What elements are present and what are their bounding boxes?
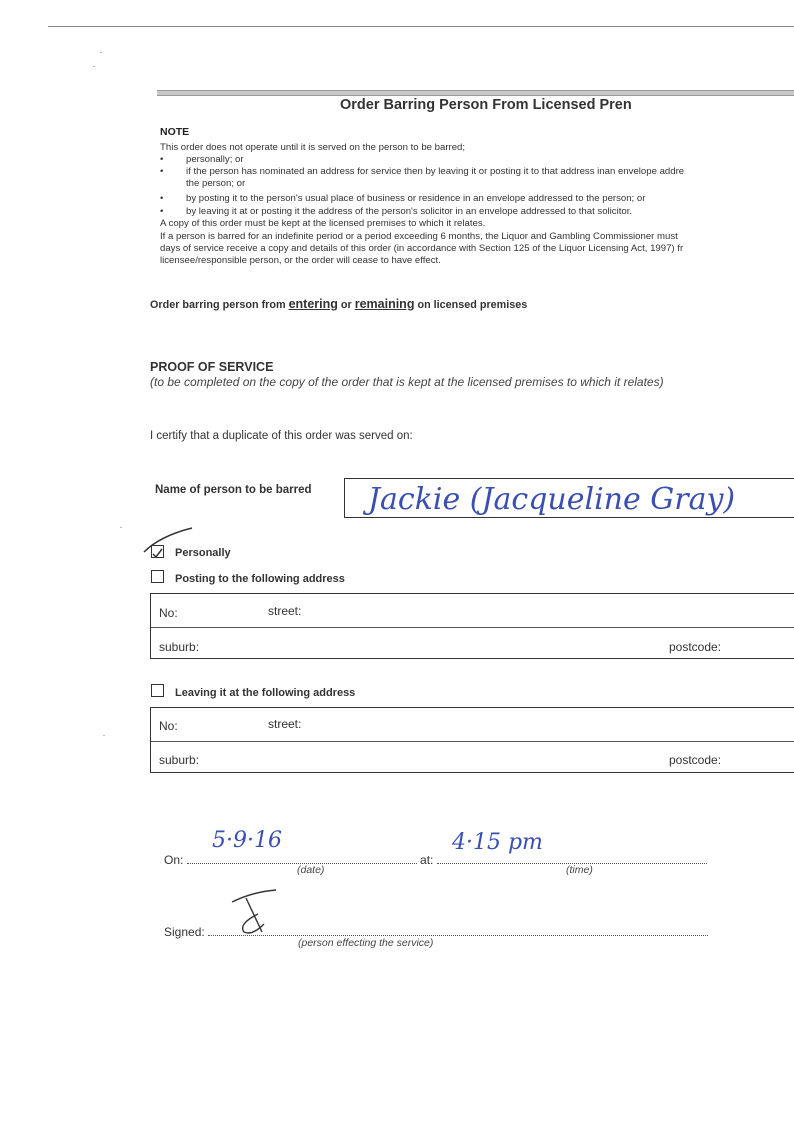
scan-speck [103,735,105,736]
street-label: street: [268,717,302,731]
or-word: or [340,299,352,311]
postcode-label: postcode: [669,640,722,654]
bullet-dot: • [160,206,164,217]
date-caption: (date) [297,864,325,876]
bullet-dot: • [160,193,164,204]
top-border-line [48,26,794,27]
posting-address-box [150,593,794,659]
suburb-label: suburb: [159,753,200,767]
date-value: 5·9·16 [212,828,282,853]
note-bullet: by posting it to the person's usual place of business or residence in an envelope addressed to the person; or [186,193,646,204]
personally-checkbox[interactable] [151,545,164,558]
time-value: 4·15 pm [452,830,543,855]
at-label: at: [420,853,434,867]
note-bullet: by leaving it at or posting it the address of the person's solicitor in an envelope addressed to that solicitor. [186,206,633,217]
note-line: days of service receive a copy and details of this order (in accordance with Section 125 of the Liquor Licensing Act, 1997) fr [160,243,684,254]
on-label: On: [164,853,184,867]
barred-name-value: Jackie (Jacqueline Gray) [368,482,736,517]
note-bullet: personally; or [186,154,244,165]
entering-word: entering [288,297,338,311]
order-prefix: Order barring person from [150,299,286,311]
posting-checkbox[interactable] [151,570,164,583]
bullet-dot: • [160,166,164,177]
street-label: street: [268,604,302,618]
time-caption: (time) [566,864,593,876]
posting-label: Posting to the following address [175,573,345,585]
note-bullet: if the person has nominated an address for service then by leaving it or posting it to that address inan envelope addre [186,166,685,177]
scan-speck [100,52,102,53]
note-intro: This order does not operate until it is served on the person to be barred; [160,142,466,153]
remaining-word: remaining [354,297,415,311]
signed-label: Signed: [164,925,205,939]
no-label: No: [159,606,178,620]
postcode-label: postcode: [669,753,722,767]
scan-speck [120,527,122,528]
note-heading: NOTE [160,126,190,138]
leaving-checkbox[interactable] [151,684,164,697]
row-divider [151,741,794,742]
proof-of-service-heading: PROOF OF SERVICE [150,360,274,374]
order-suffix: on licensed premises [417,299,528,311]
suburb-label: suburb: [159,640,200,654]
note-line: licensee/responsible person, or the order will cease to have effect. [160,255,441,266]
note-line: A copy of this order must be kept at the licensed premises to which it relates. [160,218,486,229]
scan-speck [93,66,95,67]
certify-statement: I certify that a duplicate of this order was served on: [150,430,413,442]
check-icon [152,548,163,559]
no-label: No: [159,719,178,733]
header-rule [157,90,794,96]
proof-of-service-subheading: (to be completed on the copy of the order that is kept at the licensed premises to which it relates) [150,375,664,389]
leaving-address-box [150,707,794,773]
bullet-dot: • [160,154,164,165]
note-line: If a person is barred for an indefinite period or a period exceeding 6 months, the Liquor and Gambling Commissioner must [160,231,678,242]
personally-label: Personally [175,547,231,559]
note-bullet-continuation: the person; or [186,178,246,189]
signed-caption: (person effecting the service) [298,937,434,949]
service-date-time-row [164,851,707,867]
order-barring-heading [150,297,527,311]
page-title: Order Barring Person From Licensed Pren [340,97,632,113]
signature-mark [226,888,286,936]
row-divider [151,627,794,628]
leaving-label: Leaving it at the following address [175,687,356,699]
barred-name-label: Name of person to be barred [155,484,312,496]
